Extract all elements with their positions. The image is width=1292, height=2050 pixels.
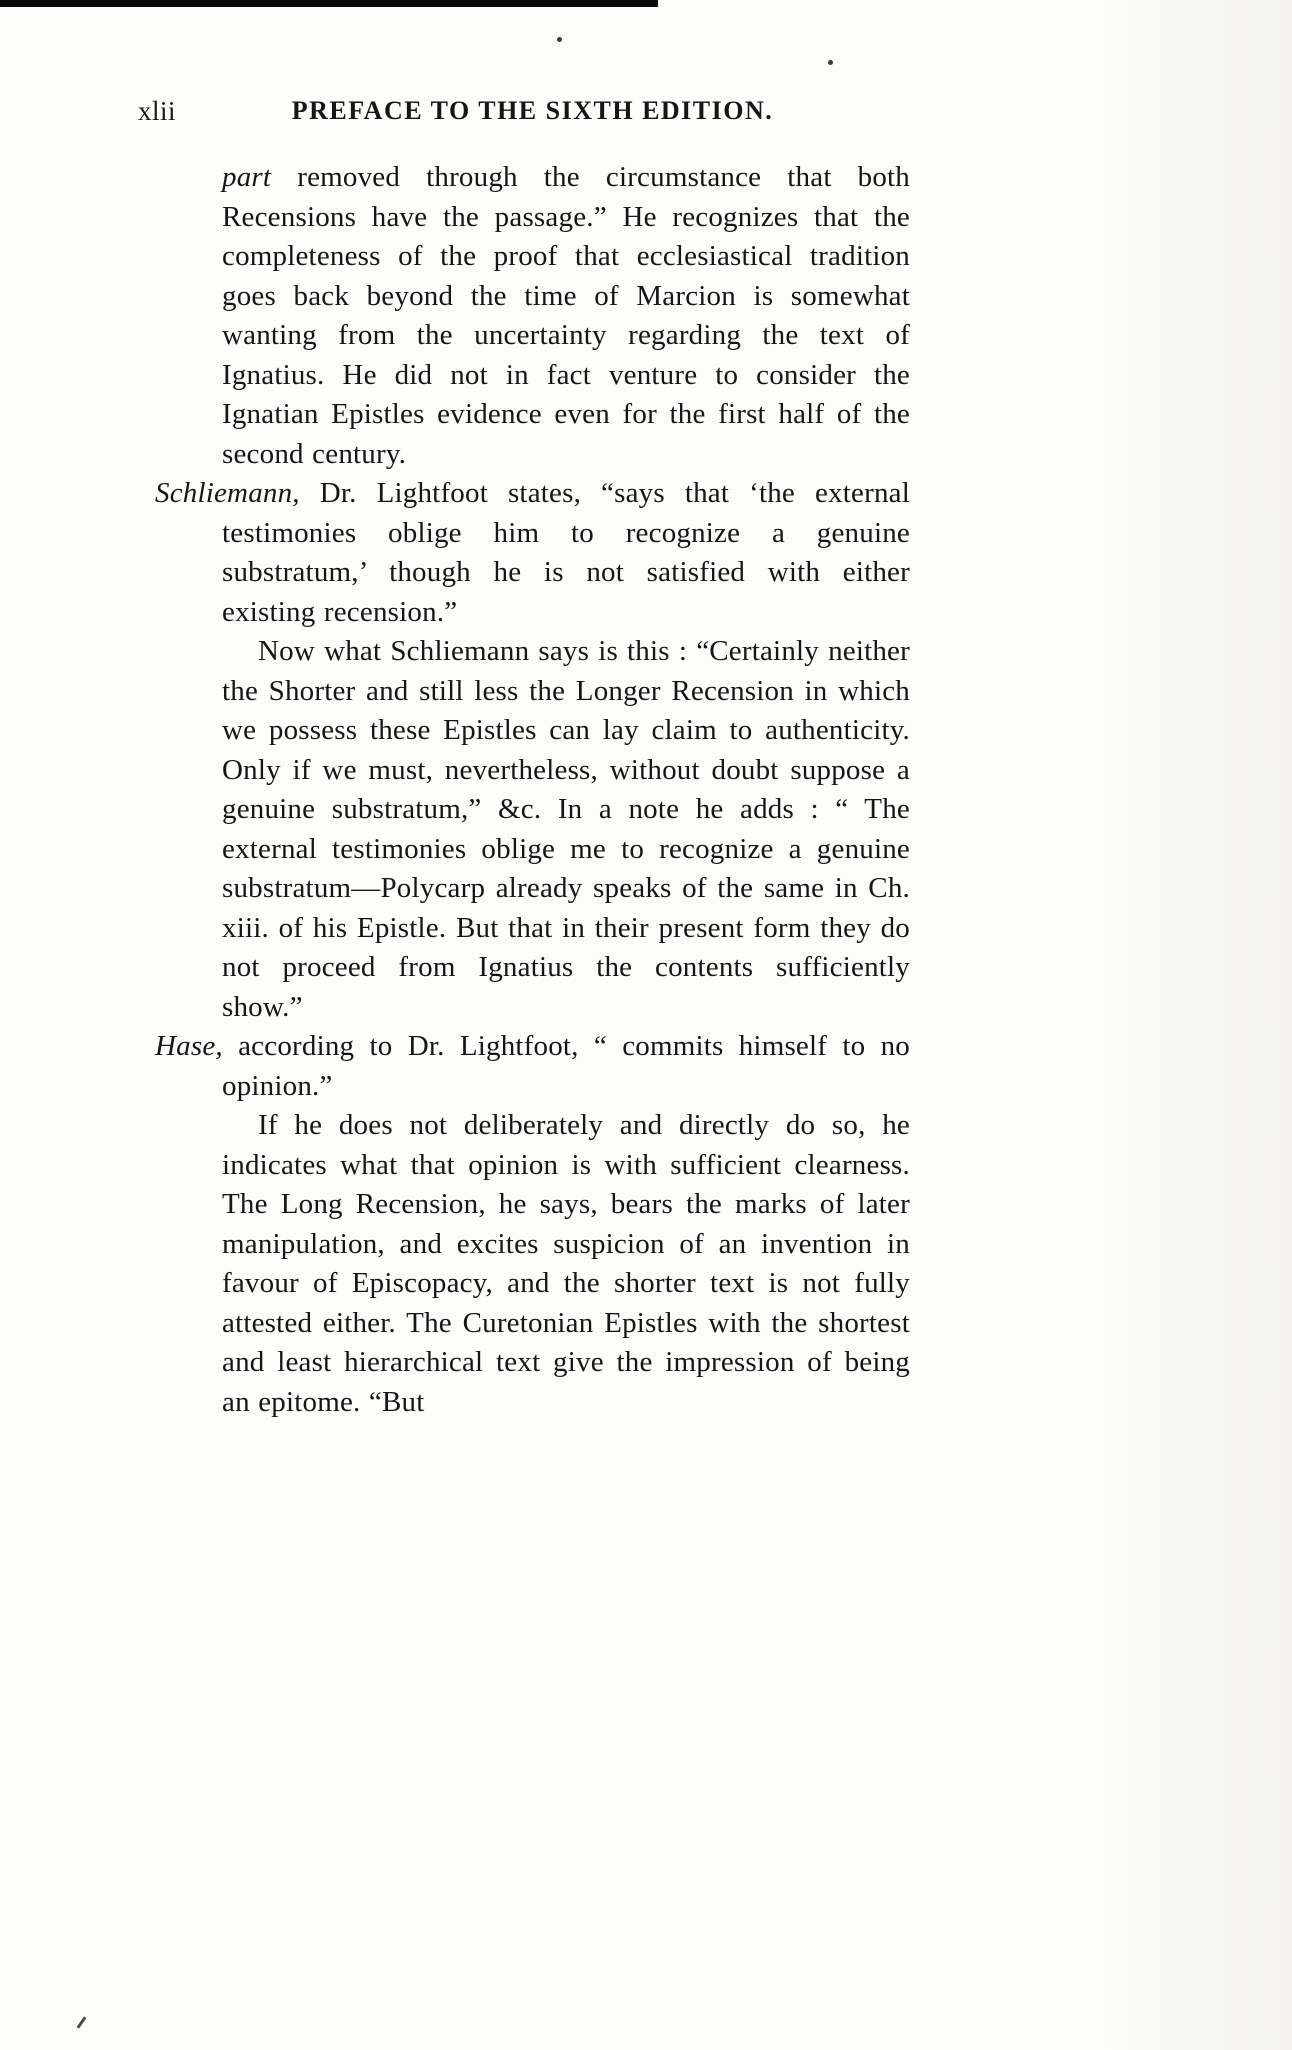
scan-artifact-bottom-mark: [77, 2016, 87, 2028]
running-title: PREFACE TO THE SIXTH EDITION.: [291, 96, 774, 125]
page-header: [0, 96, 1292, 136]
paragraph-text: Dr. Lightfoot states, “says that ‘the external testimonies oblige him to recognize a genuine substratum,’ though he is not satisfied with either existing recension.”: [222, 477, 910, 628]
scan-speck: [828, 60, 833, 65]
paragraph: [155, 474, 910, 632]
scan-artifact-top-bar: [0, 0, 658, 7]
paragraph-text: according to Dr. Lightfoot, “ commits himself to no opinion.”: [222, 1030, 910, 1102]
paragraph-text: Now what Schliemann says is this : “Certainly neither the Shorter and still less the Longer Recension in which we possess these Epistles can lay claim to authenticity. Only if we must, nevertheless, without doubt suppose a genuine substratum,” &c. In a note he adds : “ The external testimonies oblige me to recognize a genuine substratum—Polycarp already speaks of the same in Ch. xiii. of his Epistle. But that in their present form they do not proceed from Ignatius the contents sufficiently show.”: [222, 635, 910, 1023]
paragraph: [222, 632, 910, 1027]
scan-speck: [557, 37, 562, 42]
paragraph-lead-italic: part: [222, 161, 272, 193]
page-number: xlii: [138, 96, 177, 126]
paragraph: [222, 158, 910, 474]
body-text: [155, 158, 910, 1422]
paragraph-text: If he does not deliberately and directly do so, he indicates what that opinion is with sufficient clearness. The Long Recension, he says, bears the marks of later manipulation, and excites suspicion of an invention in favour of Episcopacy, and the shorter text is not fully attested either. The Curetonian Epistles with the shortest and least hierarchical text give the impression of being an epitome. “But: [222, 1109, 910, 1418]
paragraph: [222, 1106, 910, 1422]
paragraph-lead-italic: Hase,: [155, 1030, 223, 1062]
paragraph-lead-italic: Schliemann,: [155, 477, 300, 509]
paragraph-text: removed through the circumstance that both Recensions have the passage.” He recognizes that the completeness of the proof that ecclesiastical tradition goes back beyond the time of Marcion is somewhat wanting from the uncertainty regarding the text of Ignatius. He did not in fact venture to consider the Ignatian Epistles evidence even for the first half of the second century.: [222, 161, 910, 470]
paragraph: [155, 1027, 910, 1106]
